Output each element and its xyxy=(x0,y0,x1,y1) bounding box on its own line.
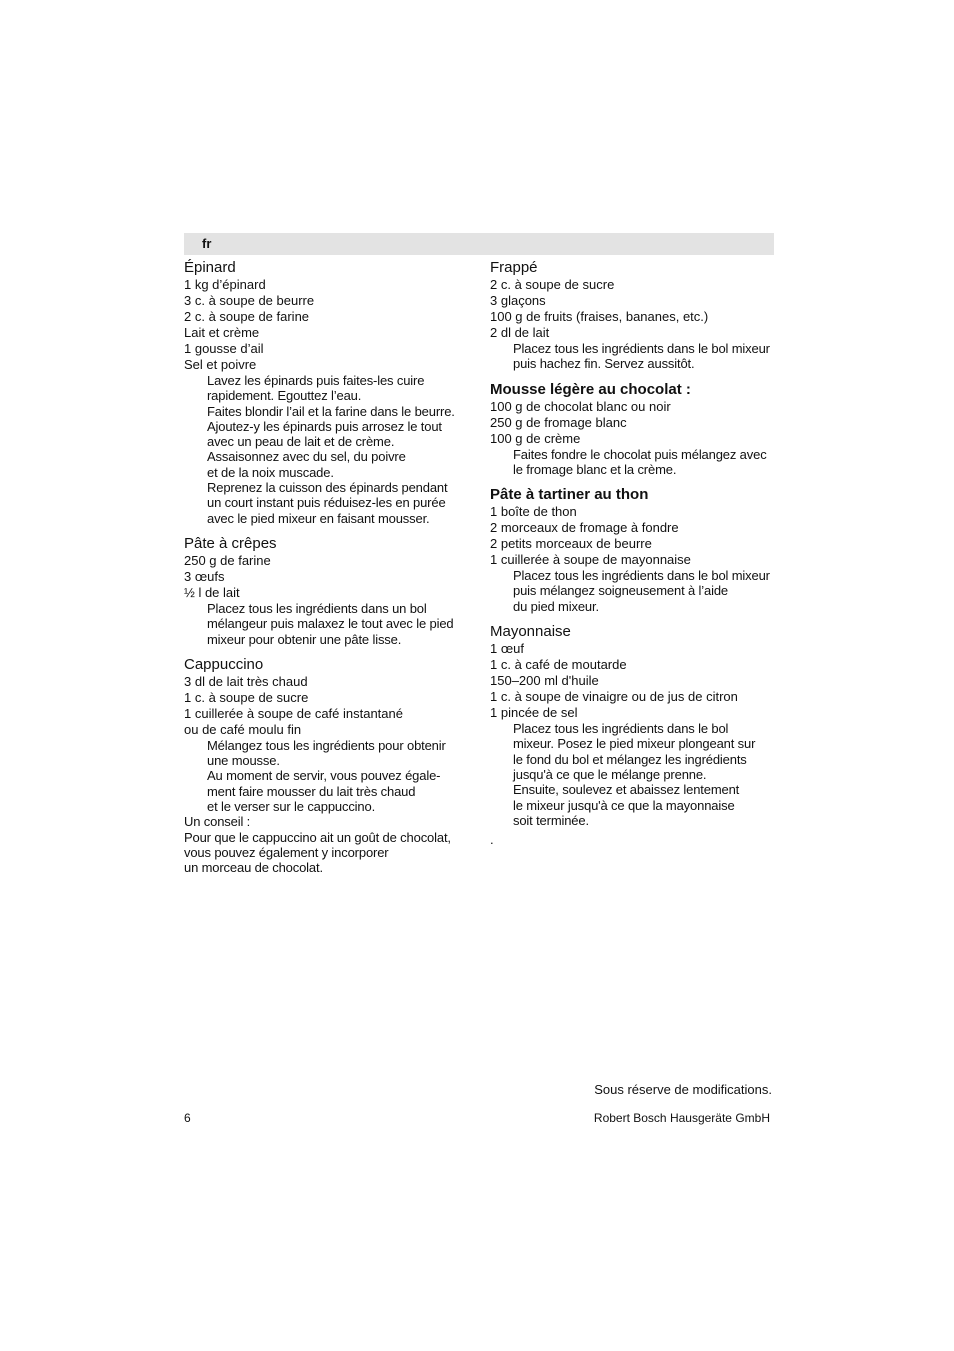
instruction-line: puis hachez fin. Servez aussitôt. xyxy=(513,356,695,372)
section-gap xyxy=(184,647,474,655)
instruction-line: jusqu'à ce que le mélange prenne. xyxy=(513,766,707,782)
instruction-line: une mousse. xyxy=(207,753,280,769)
trailing-dot: . xyxy=(490,832,494,848)
instruction-line: le fromage blanc et la crème. xyxy=(513,461,677,477)
ingredient-item: 2 c. à soupe de farine xyxy=(184,309,310,324)
page-number: 6 xyxy=(184,1111,191,1125)
instruction-line: Placez tous les ingrédients dans le bol xyxy=(513,721,729,737)
tip-block xyxy=(184,814,474,875)
instruction-line: Au moment de servir, vous pouvez égale- xyxy=(207,768,441,784)
instruction-line: Placez tous les ingrédients dans un bol xyxy=(207,600,427,616)
ingredient-item: 1 cuillerée à soupe de café instantané xyxy=(184,705,403,721)
instruction-line: Faites blondir l’ail et la farine dans le beurre. xyxy=(207,403,455,419)
instruction-line: le mixeur jusqu'à ce que la mayonnaise xyxy=(513,797,735,813)
ingredient-list xyxy=(184,674,474,738)
recipe-section xyxy=(490,477,780,614)
ingredient-item: 100 g de chocolat blanc ou noir xyxy=(490,398,671,414)
instructions xyxy=(490,341,780,372)
recipe-title: Frappé xyxy=(490,259,538,276)
ingredient-item: 1 cuillerée à soupe de mayonnaise xyxy=(490,552,691,568)
ingredient-item: ou de café moulu fin xyxy=(184,721,302,737)
instruction-line: du pied mixeur. xyxy=(513,598,599,614)
section-gap xyxy=(184,526,474,534)
language-code: fr xyxy=(202,236,212,251)
instruction-line: rapidement. Egouttez l’eau. xyxy=(207,388,362,404)
ingredient-item: 100 g de fruits (fraises, bananes, etc.) xyxy=(490,309,709,324)
instructions xyxy=(184,373,474,526)
ingredient-list xyxy=(490,399,780,447)
instruction-line: Ajoutez-y les épinards puis arrosez le tout xyxy=(207,418,442,434)
instruction-line: Assaisonnez avec du sel, du poivre xyxy=(207,449,406,465)
instruction-line: avec le pied mixeur en faisant mousser. xyxy=(207,510,430,526)
ingredient-item: Lait et crème xyxy=(184,325,260,340)
company-name: Robert Bosch Hausgeräte GmbH xyxy=(593,1111,770,1125)
recipe-title: Mousse légère au chocolat : xyxy=(490,380,691,398)
tip-line: Pour que le cappuccino ait un goût de chocolat, xyxy=(184,829,451,845)
ingredient-item: 150–200 ml d'huile xyxy=(490,673,599,689)
instruction-line: mixeur. Posez le pied mixeur plongeant sur xyxy=(513,736,756,752)
instruction-line: puis mélangez soigneusement à l’aide xyxy=(513,583,729,599)
ingredient-item: 3 glaçons xyxy=(490,293,546,308)
language-bar xyxy=(184,233,774,255)
section-gap xyxy=(490,614,780,622)
ingredient-item: 1 kg d’épinard xyxy=(184,277,266,292)
recipe-section xyxy=(184,258,474,526)
instruction-line: Lavez les épinards puis faites-les cuire xyxy=(207,373,425,388)
ingredient-item: 1 gousse d’ail xyxy=(184,341,264,356)
ingredient-item: 3 dl de lait très chaud xyxy=(184,673,308,689)
recipe-title: Épinard xyxy=(184,259,236,276)
ingredient-item: 250 g de farine xyxy=(184,552,271,568)
ingredient-item: 1 œuf xyxy=(490,641,524,657)
instruction-line: et de la noix muscade. xyxy=(207,464,334,480)
ingredient-item: 2 c. à soupe de sucre xyxy=(490,277,615,292)
instruction-line: soit terminée. xyxy=(513,812,589,828)
instruction-line: Faites fondre le chocolat puis mélangez avec xyxy=(513,446,767,462)
instruction-line: Placez tous les ingrédients dans le bol mixeur xyxy=(513,568,770,584)
recipe-title: Pâte à crêpes xyxy=(184,534,277,552)
ingredient-item: 1 pincée de sel xyxy=(490,705,578,721)
ingredient-item: Sel et poivre xyxy=(184,357,257,372)
tip-line: Un conseil : xyxy=(184,814,251,830)
instruction-line: avec un peau de lait et de crème. xyxy=(207,434,395,450)
ingredient-list xyxy=(184,553,474,601)
ingredient-list xyxy=(184,277,474,373)
ingredient-item: 2 petits morceaux de beurre xyxy=(490,536,652,552)
instructions xyxy=(490,568,780,614)
instruction-line: le fond du bol et mélangez les ingrédients xyxy=(513,751,747,767)
instruction-line: Mélangez tous les ingrédients pour obtenir xyxy=(207,737,446,753)
ingredient-item: 1 c. à soupe de sucre xyxy=(184,689,309,705)
ingredient-list xyxy=(490,277,780,341)
ingredient-item: 250 g de fromage blanc xyxy=(490,414,627,430)
instruction-line: ment faire mousser du lait très chaud xyxy=(207,783,416,799)
tip-line: vous pouvez également y incorporer xyxy=(184,844,389,860)
ingredient-item: 3 c. à soupe de beurre xyxy=(184,293,315,308)
instruction-line: mélangeur puis malaxez le tout avec le pied xyxy=(207,616,454,632)
instructions xyxy=(490,447,780,478)
instruction-line: Reprenez la cuisson des épinards pendant xyxy=(207,480,448,496)
recipe-title: Pâte à tartiner au thon xyxy=(490,486,649,504)
recipe-section xyxy=(184,526,474,647)
section-gap xyxy=(490,372,780,380)
recipe-section xyxy=(490,372,780,478)
right-column xyxy=(490,258,780,848)
left-column xyxy=(184,258,474,876)
ingredient-item: 2 morceaux de fromage à fondre xyxy=(490,520,679,536)
instruction-line: Placez tous les ingrédients dans le bol mixeur xyxy=(513,341,770,356)
instructions xyxy=(184,738,474,814)
instruction-line: Ensuite, soulevez et abaissez lentement xyxy=(513,782,740,798)
ingredient-list xyxy=(490,641,780,721)
recipe-title: Mayonnaise xyxy=(490,623,571,641)
ingredient-item: 1 c. à café de moutarde xyxy=(490,657,627,673)
ingredient-list xyxy=(490,504,780,568)
footer-note: Sous réserve de modifications. xyxy=(594,1082,772,1097)
tip-line: un morceau de chocolat. xyxy=(184,860,323,876)
instruction-line: mixeur pour obtenir une pâte lisse. xyxy=(207,631,402,647)
instructions xyxy=(184,601,474,647)
recipe-section xyxy=(490,614,780,828)
ingredient-item: 1 c. à soupe de vinaigre ou de jus de citron xyxy=(490,689,738,705)
instructions xyxy=(490,721,780,828)
recipe-section xyxy=(184,647,474,876)
instruction-line: et le verser sur le cappuccino. xyxy=(207,799,376,815)
ingredient-item: ½ l de lait xyxy=(184,584,240,600)
ingredient-item: 100 g de crème xyxy=(490,430,581,446)
ingredient-item: 2 dl de lait xyxy=(490,325,550,340)
instruction-line: un court instant puis réduisez-les en purée xyxy=(207,495,446,511)
recipe-title: Cappuccino xyxy=(184,655,264,673)
ingredient-item: 1 boîte de thon xyxy=(490,504,577,520)
section-gap xyxy=(490,477,780,485)
ingredient-item: 3 œufs xyxy=(184,568,225,584)
recipe-section xyxy=(490,258,780,372)
